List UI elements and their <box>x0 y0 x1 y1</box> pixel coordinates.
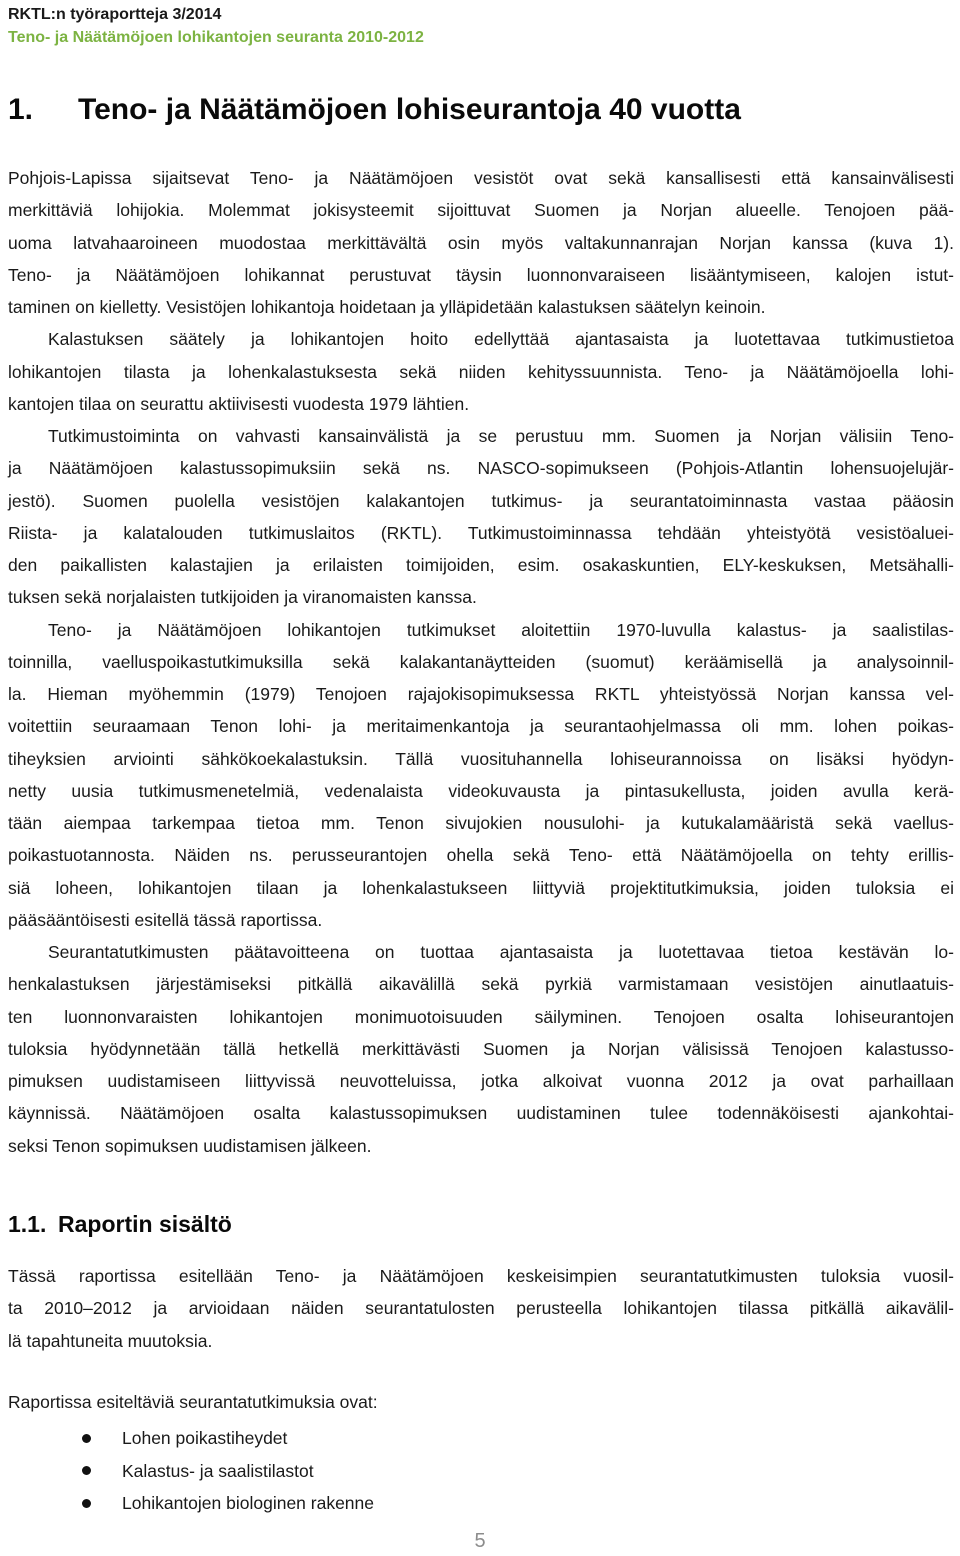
section-1-title: Teno- ja Näätämöjoen lohiseurantoja 40 vuotta <box>78 93 741 126</box>
body-line: tiheyksien arviointi sähkökoekalastuksin. Tällä vuosituhannella lohiseurannoissa on lisäksi hyödyn- <box>8 748 954 769</box>
body-line: ten luonnonvaraisten lohikantojen monimuotoisuuden säilyminen. Tenojoen osalta lohiseurantojen <box>8 1006 954 1027</box>
body-line: pimuksen uudistamiseen liittyvissä neuvotteluissa, jotka alkoivat vuonna 2012 ja ovat parhaillaan <box>8 1071 954 1091</box>
running-header <box>8 4 424 48</box>
list-lead: Raportissa esiteltäviä seurantatutkimuksia ovat: <box>8 1392 378 1412</box>
bullet-icon <box>82 1434 91 1443</box>
body-line: voitettiin seuraamaan Tenon lohi- ja meritaimenkantoja ja seurantaohjelmassa oli mm. lohen poikas- <box>8 716 954 737</box>
list-item <box>8 1455 374 1488</box>
body-line: ta 2010–2012 ja arvioidaan näiden seurantatulosten perusteella lohikantojen tilassa pitkällä aikavälil- <box>8 1298 954 1319</box>
body-line: seksi Tenon sopimuksen uudistamisen jälkeen. <box>8 1135 372 1156</box>
body-line: Pohjois-Lapissa sijaitsevat Teno- ja Näätämöjoen vesistöt ovat sekä kansallisesti että kansainvälisesti <box>8 168 954 188</box>
body-line: ja Näätämöjoen kalastussopimuksiin sekä ns. NASCO-sopimukseen (Pohjois-Atlantin lohensuojelujär- <box>8 458 954 479</box>
monitoring-list <box>8 1422 374 1520</box>
body-line: tuksen sekä norjalaisten tutkijoiden ja viranomaisten kanssa. <box>8 587 477 608</box>
body-line: Tutkimustoiminta on vahvasti kansainvälistä ja se perustuu mm. Suomen ja Norjan välisiin Teno- <box>48 426 954 446</box>
header-series: RKTL:n työraportteja 3/2014 <box>8 6 222 23</box>
list-item-label: Kalastus- ja saalistilastot <box>122 1460 314 1481</box>
list-item <box>8 1487 374 1520</box>
header-report-title: Teno- ja Näätämöjoen lohikantojen seuranta 2010-2012 <box>8 29 424 46</box>
body-line: tuloksia hyödynnetään tällä hetkellä merkittävästi Suomen ja Norjan välisissä Tenojoen kalastusso- <box>8 1038 954 1059</box>
body-line: toinnilla, vaelluspoikastutkimuksilla sekä kalakantanäytteiden (suomut) keräämisellä ja analysoinnil- <box>8 651 954 672</box>
body-line: uoma latvahaaroineen muodostaa merkittävältä osin myös valtakunnanrajan Norjan kanssa (kuva 1). <box>8 232 954 253</box>
bullet-icon <box>82 1499 91 1508</box>
body-line: Seurantatutkimusten päätavoitteena on tuottaa ajantasaista ja luotettavaa tietoa kestävän lo- <box>48 942 954 962</box>
body-line: pääsääntöisesti esitellä tässä raportissa. <box>8 909 323 930</box>
list-item-label: Lohikantojen biologinen rakenne <box>122 1493 375 1513</box>
section-1-1-title: Raportin sisältö <box>58 1211 232 1237</box>
body-line: taminen on kielletty. Vesistöjen lohikantoja hoidetaan ja ylläpidetään kalastuksen säätelyn keinoin. <box>8 297 766 317</box>
body-line: lä tapahtuneita muutoksia. <box>8 1330 213 1351</box>
body-line: lohikantojen tilasta ja lohenkalastuksesta sekä niiden kehityssuunnista. Teno- ja Näätämöjoella lohi- <box>8 361 954 382</box>
body-line: Teno- ja Näätämöjoen lohikantojen tutkimukset aloitettiin 1970-luvulla kalastus- ja saalistilas- <box>48 619 954 640</box>
section-1-1-number: 1.1. <box>8 1211 47 1237</box>
body-line: Teno- ja Näätämöjoen lohikannat perustuvat täysin luonnonvaraiseen lisääntymiseen, kalojen istut- <box>8 264 954 285</box>
page-number: 5 <box>474 1530 486 1552</box>
paragraph-intro <box>8 162 954 1162</box>
list-item <box>8 1422 374 1455</box>
body-line: käynnissä. Näätämöjoen osalta kalastussopimuksen uudistaminen tulee todennäköisesti ajankohtai- <box>8 1103 954 1124</box>
section-1-heading <box>8 89 741 131</box>
body-line: Riista- ja kalatalouden tutkimuslaitos (RKTL). Tutkimustoiminnassa tehdään yhteistyötä vesistöaluei- <box>8 522 954 543</box>
section-1-number: 1. <box>8 93 34 126</box>
paragraph-report-contents <box>8 1260 954 1357</box>
body-line: henkalastuksen järjestämiseksi pitkällä aikavälillä sekä pyrkiä varmistamaan vesistöjen ainutlaatuis- <box>8 974 954 995</box>
body-line: Tässä raportissa esitellään Teno- ja Näätämöjoen keskeisimpien seurantatutkimusten tuloksia vuosil- <box>8 1266 954 1286</box>
body-line: den paikallisten kalastajien ja erilaisten toimijoiden, esim. osakaskuntien, ELY-keskuksen, Metsähalli- <box>8 555 954 575</box>
body-line: jestö). Suomen puolella vesistöjen kalakantojen tutkimus- ja seurantatoiminnasta vastaa pääosin <box>8 490 954 511</box>
section-1-1-heading <box>8 1204 232 1244</box>
body-line: Kalastuksen säätely ja lohikantojen hoito edellyttää ajantasaista ja luotettavaa tutkimustietoa <box>48 329 954 350</box>
body-line: poikastuotannosta. Näiden ns. perusseurantojen ohella sekä Teno- että Näätämöjoella on tehty erillis- <box>8 845 954 866</box>
body-line: tään aiempaa tarkempaa tietoa mm. Tenon sivujokien nousulohi- ja kutukalamääristä sekä vaellus- <box>8 813 954 833</box>
bullet-icon <box>82 1466 91 1475</box>
body-line: siä loheen, lohikantojen tilaan ja lohenkalastukseen liittyviä projektitutkimuksia, joiden tuloksia ei <box>8 877 954 898</box>
list-item-label: Lohen poikastiheydet <box>122 1428 288 1448</box>
body-line: la. Hieman myöhemmin (1979) Tenojoen rajajokisopimuksessa RKTL yhteistyössä Norjan kanssa vel- <box>8 684 954 704</box>
body-line: merkittäviä lohijokia. Molemmat jokisysteemit sijoittuvat Suomen ja Norjan alueelle. Tenojoen pää- <box>8 200 954 221</box>
body-line: kantojen tilaa on seurattu aktiivisesti vuodesta 1979 lähtien. <box>8 393 470 414</box>
body-line: netty uusia tutkimusmenetelmiä, vedenalaista videokuvausta ja pintasukellusta, joiden avulla kerä- <box>8 780 954 801</box>
